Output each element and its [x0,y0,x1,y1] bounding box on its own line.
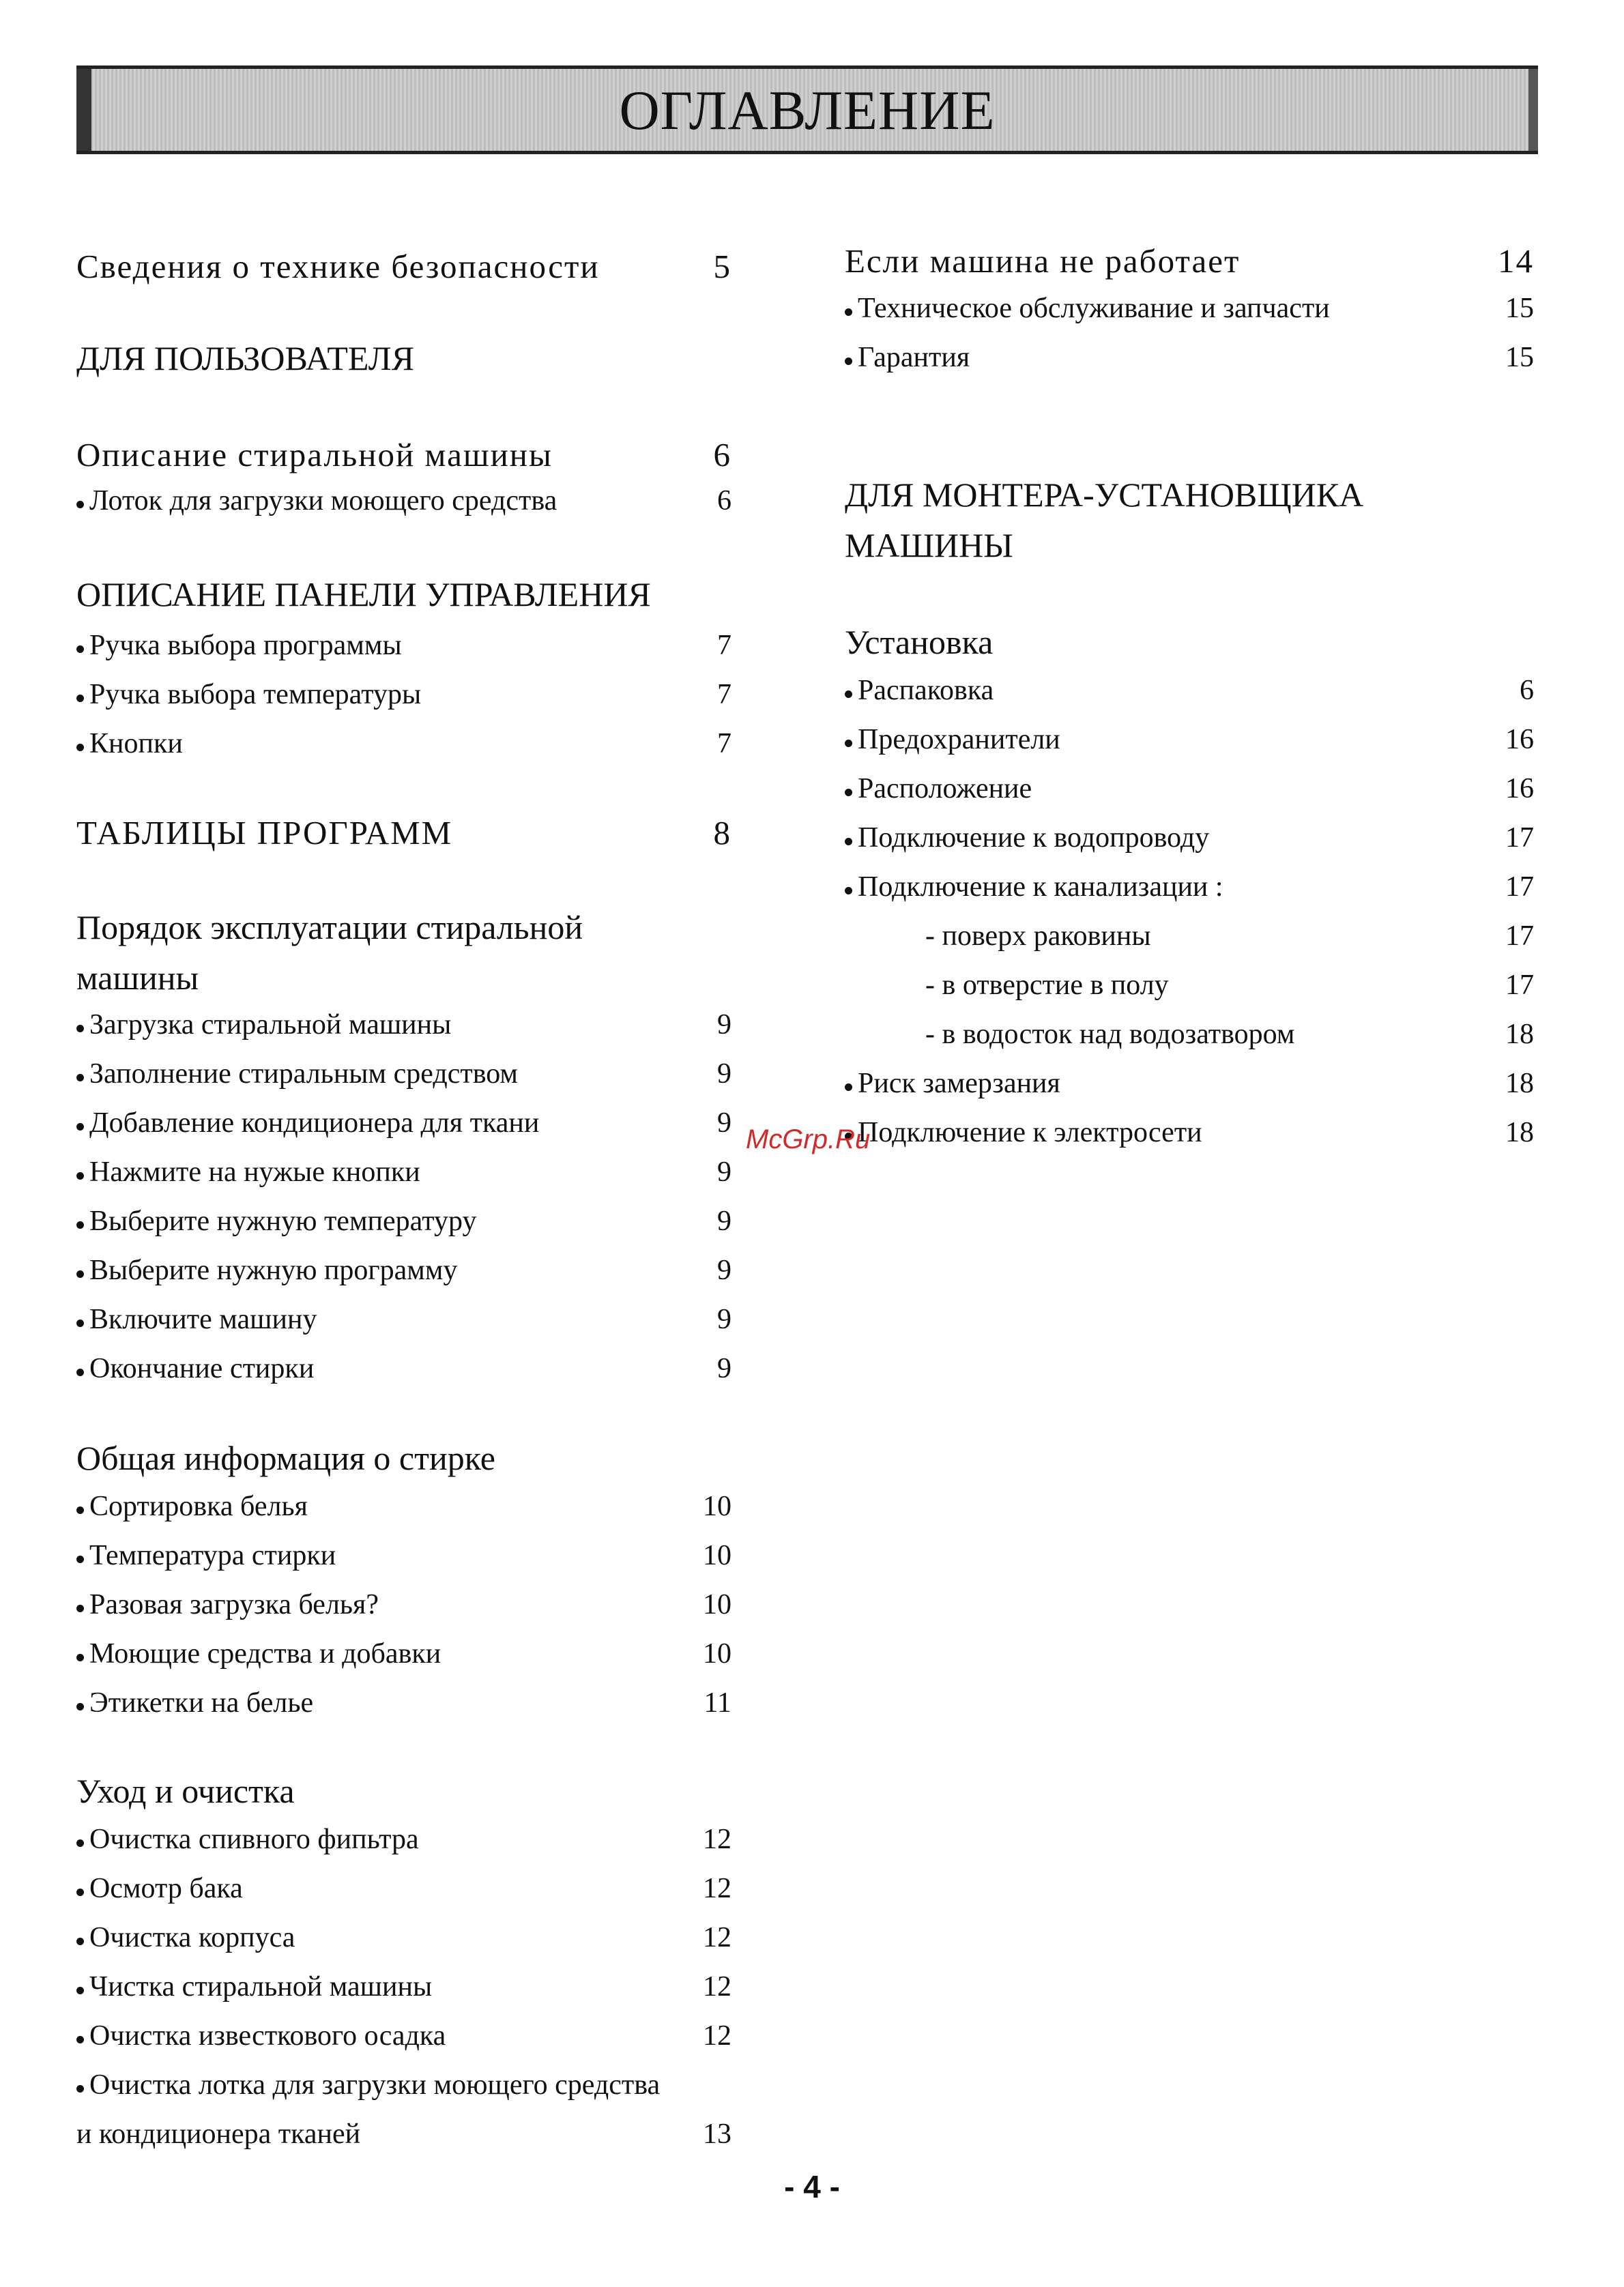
toc-item[interactable] [76,484,731,528]
toc-item-text: Моющие средства и добавки [89,1638,441,1670]
toc-item-multiline-cont[interactable] [76,2118,731,2161]
toc-entry-programs[interactable] [76,813,731,857]
section-heading-installer-line2 [845,525,1534,569]
toc-item-text: Кнопки [89,728,183,759]
toc-item-page: 9 [717,1206,731,1237]
toc-item-page: 16 [1505,724,1534,755]
toc-entry-panel[interactable] [76,574,731,618]
toc-item-page: 15 [1505,293,1534,324]
toc-item-text: Сортировка белья [89,1491,308,1522]
toc-item-multiline[interactable] [76,2069,731,2112]
toc-item[interactable] [76,1539,731,1583]
bullet-icon [76,645,84,653]
toc-subitem[interactable] [845,920,1534,963]
toc-item-page: 12 [703,1922,731,1953]
bullet-icon [76,1123,84,1131]
toc-item[interactable] [76,1970,731,2014]
bullet-icon [76,1172,84,1180]
toc-entry-text: Общая информация о стирке [76,1439,495,1477]
bullet-icon [76,1605,84,1612]
section-heading-text: ДЛЯ МОНТЕРА-УСТАНОВЩИКА [845,476,1364,514]
bullet-icon [845,838,852,845]
bullet-icon [845,358,852,365]
toc-item-page: 12 [703,2020,731,2052]
bullet-icon [76,1938,84,1945]
toc-subitem-text: - в водосток над водозатвором [925,1019,1295,1050]
toc-entry-text: Сведения о технике безопасности [76,248,600,285]
toc-item-text: Подключение к электросети [858,1117,1202,1148]
toc-item[interactable] [76,1872,731,1916]
toc-entry-text: ОПИСАНИЕ ПАНЕЛИ УПРАВЛЕНИЯ [76,575,651,613]
toc-item-page: 9 [717,1058,731,1090]
toc-item-page: 10 [703,1491,731,1522]
toc-item[interactable] [76,1588,731,1632]
toc-item-page: 6 [717,485,731,516]
bullet-icon [76,1703,84,1710]
toc-item-text: Окончание стирки [89,1353,315,1384]
toc-entry-install[interactable] [845,622,1534,666]
toc-item-page: 12 [703,1873,731,1904]
toc-entry-page: 5 [713,248,731,285]
toc-item-text: Очистка лотка для загрузки моющего средства [89,2069,661,2101]
toc-entry-page: 14 [1498,242,1534,280]
toc-item[interactable] [76,1254,731,1298]
toc-item-text: Температура стирки [89,1540,336,1571]
toc-item[interactable] [76,678,731,722]
bullet-icon [845,789,852,796]
toc-item[interactable] [76,1156,731,1199]
toc-item[interactable] [845,821,1534,865]
toc-item[interactable] [845,341,1534,385]
toc-item[interactable] [76,2020,731,2063]
bullet-icon [76,1320,84,1327]
toc-item-text: Очистка спивного фипьтра [89,1824,419,1855]
toc-entry-text: Уход и очистка [76,1772,295,1810]
toc-item-text: Заполнение стиральным средством [89,1058,519,1090]
watermark: McGrp.Ru [746,1124,871,1154]
toc-item-page: 18 [1505,1117,1534,1148]
toc-item-page: 17 [1505,970,1534,1001]
toc-entry-safety[interactable] [76,247,731,291]
bullet-icon [76,1506,84,1514]
toc-item-page: 9 [717,1156,731,1188]
toc-item-text: Чистка стиральной машины [89,1971,433,2002]
toc-item-text: Очистка корпуса [89,1922,295,1953]
toc-item[interactable] [76,1352,731,1396]
toc-item-page: 9 [717,1255,731,1286]
toc-entry-text: Порядок эксплуатации стиральной [76,908,583,946]
title-bar [76,65,1538,154]
toc-item-page: 9 [717,1009,731,1040]
toc-item-page: 7 [717,679,731,710]
toc-item-text: Ручка выбора программы [89,630,402,661]
toc-item-page: 10 [703,1589,731,1620]
toc-entry-text: машины [76,959,199,997]
toc-item-page: 9 [717,1304,731,1335]
toc-item-page: 7 [717,728,731,759]
toc-item-page: 10 [703,1638,731,1670]
toc-entry-description[interactable] [76,435,731,479]
toc-item[interactable] [76,1303,731,1347]
bullet-icon [845,308,852,316]
toc-item-text: Загрузка стиральной машины [89,1009,452,1040]
toc-item-text: Предохранители [858,724,1060,755]
toc-subitem[interactable] [845,1018,1534,1062]
toc-item-text: Расположение [858,773,1032,804]
toc-entry-text: ТАБЛИЦЫ ПРОГРАММ [76,814,453,851]
toc-item[interactable] [76,1823,731,1867]
toc-item[interactable] [845,674,1534,718]
bullet-icon [845,690,852,698]
toc-item-text: Ручка выбора температуры [89,679,422,710]
toc-entry-operation[interactable] [76,907,731,951]
bullet-icon [76,1025,84,1032]
toc-item-text: Техническое обслуживание и запчасти [858,293,1330,324]
section-heading-text: ДЛЯ ПОЛЬЗОВАТЕЛЯ [76,339,415,377]
toc-item-text: Лоток для загрузки моющего средства [89,485,557,516]
bullet-icon [76,1556,84,1563]
section-heading-text: МАШИНЫ [845,526,1013,564]
toc-item[interactable] [76,1490,731,1534]
bullet-icon [76,1270,84,1278]
toc-item[interactable] [76,727,731,771]
toc-item[interactable] [845,871,1534,914]
toc-item-page: 9 [717,1107,731,1139]
toc-item-page: 16 [1505,773,1534,804]
toc-item-text: Этикетки на белье [89,1687,314,1719]
toc-entry-general[interactable] [76,1438,731,1482]
toc-item[interactable] [76,1205,731,1249]
toc-entry-text: Если машина не работает [845,242,1241,280]
toc-item-text: Включите машину [89,1304,317,1335]
toc-item-text: Распаковка [858,675,994,706]
bullet-icon [76,744,84,751]
bullet-icon [76,2036,84,2043]
toc-item-text: Риск замерзания [858,1068,1060,1099]
toc-item[interactable] [76,1058,731,1101]
toc-item-page: 6 [1520,675,1534,706]
toc-item-text: Очистка известкового осадка [89,2020,446,2052]
toc-item-page: 13 [703,2118,731,2150]
toc-entry-page: 8 [713,814,731,851]
toc-item-page: 9 [717,1353,731,1384]
toc-item-text: и кондиционера тканей [76,2118,361,2150]
bullet-icon [76,695,84,702]
toc-item[interactable] [845,772,1534,816]
toc-entry-operation-line2 [76,958,731,1002]
toc-entry-text: Установка [845,623,994,661]
toc-item[interactable] [76,1107,731,1150]
toc-item-page: 17 [1505,920,1534,952]
bullet-icon [76,501,84,508]
toc-item[interactable] [76,1687,731,1730]
page-title: ОГЛАВЛЕНИЕ [619,79,996,141]
bullet-icon [76,1987,84,1994]
toc-item-page: 12 [703,1824,731,1855]
toc-item-text: Подключение к канализации : [858,871,1223,903]
toc-item[interactable] [845,1067,1534,1111]
toc-subitem-text: - в отверстие в полу [925,970,1169,1001]
toc-item-text: Добавление кондиционера для ткани [89,1107,540,1139]
toc-item-page: 17 [1505,822,1534,854]
toc-entry-page: 6 [713,436,731,474]
toc-entry-text: Описание стиральной машины [76,436,553,474]
toc-item-page: 12 [703,1971,731,2002]
bullet-icon [76,1369,84,1376]
bullet-icon [76,1221,84,1229]
section-heading-installer [845,475,1534,519]
bullet-icon [76,2085,84,2093]
page-number: - 4 - [784,2169,840,2204]
toc-item-page: 7 [717,630,731,661]
bullet-icon [76,1889,84,1896]
toc-item-page: 11 [704,1687,731,1719]
title-bar-right-edge [1528,69,1538,151]
toc-subitem-text: - поверх раковины [925,920,1151,952]
bullet-icon [76,1654,84,1661]
toc-entry-not-working[interactable] [845,242,1534,285]
bullet-icon [76,1839,84,1847]
section-heading-user [76,338,731,382]
toc-item[interactable] [845,292,1534,336]
toc-item-page: 10 [703,1540,731,1571]
toc-item[interactable] [845,723,1534,767]
bullet-icon [845,1083,852,1091]
toc-item[interactable] [76,629,731,673]
toc-item-text: Нажмите на нужые кнопки [89,1156,420,1188]
toc-item-text: Осмотр бака [89,1873,243,1904]
toc-entry-care[interactable] [76,1771,731,1815]
toc-item[interactable] [845,1116,1534,1160]
toc-item[interactable] [76,1637,731,1681]
toc-item-page: 18 [1505,1019,1534,1050]
toc-item[interactable] [76,1008,731,1052]
toc-item-text: Выберите нужную температуру [89,1206,477,1237]
bullet-icon [845,887,852,894]
toc-item-page: 18 [1505,1068,1534,1099]
toc-item-text: Разовая загрузка белья? [89,1589,379,1620]
bullet-icon [845,740,852,747]
toc-item-text: Гарантия [858,342,970,373]
toc-item-page: 17 [1505,871,1534,903]
toc-subitem[interactable] [845,969,1534,1013]
toc-item-page: 15 [1505,342,1534,373]
toc-item-text: Подключение к водопроводу [858,822,1210,854]
toc-item[interactable] [76,1921,731,1965]
toc-item-text: Выберите нужную программу [89,1255,458,1286]
bullet-icon [76,1074,84,1081]
